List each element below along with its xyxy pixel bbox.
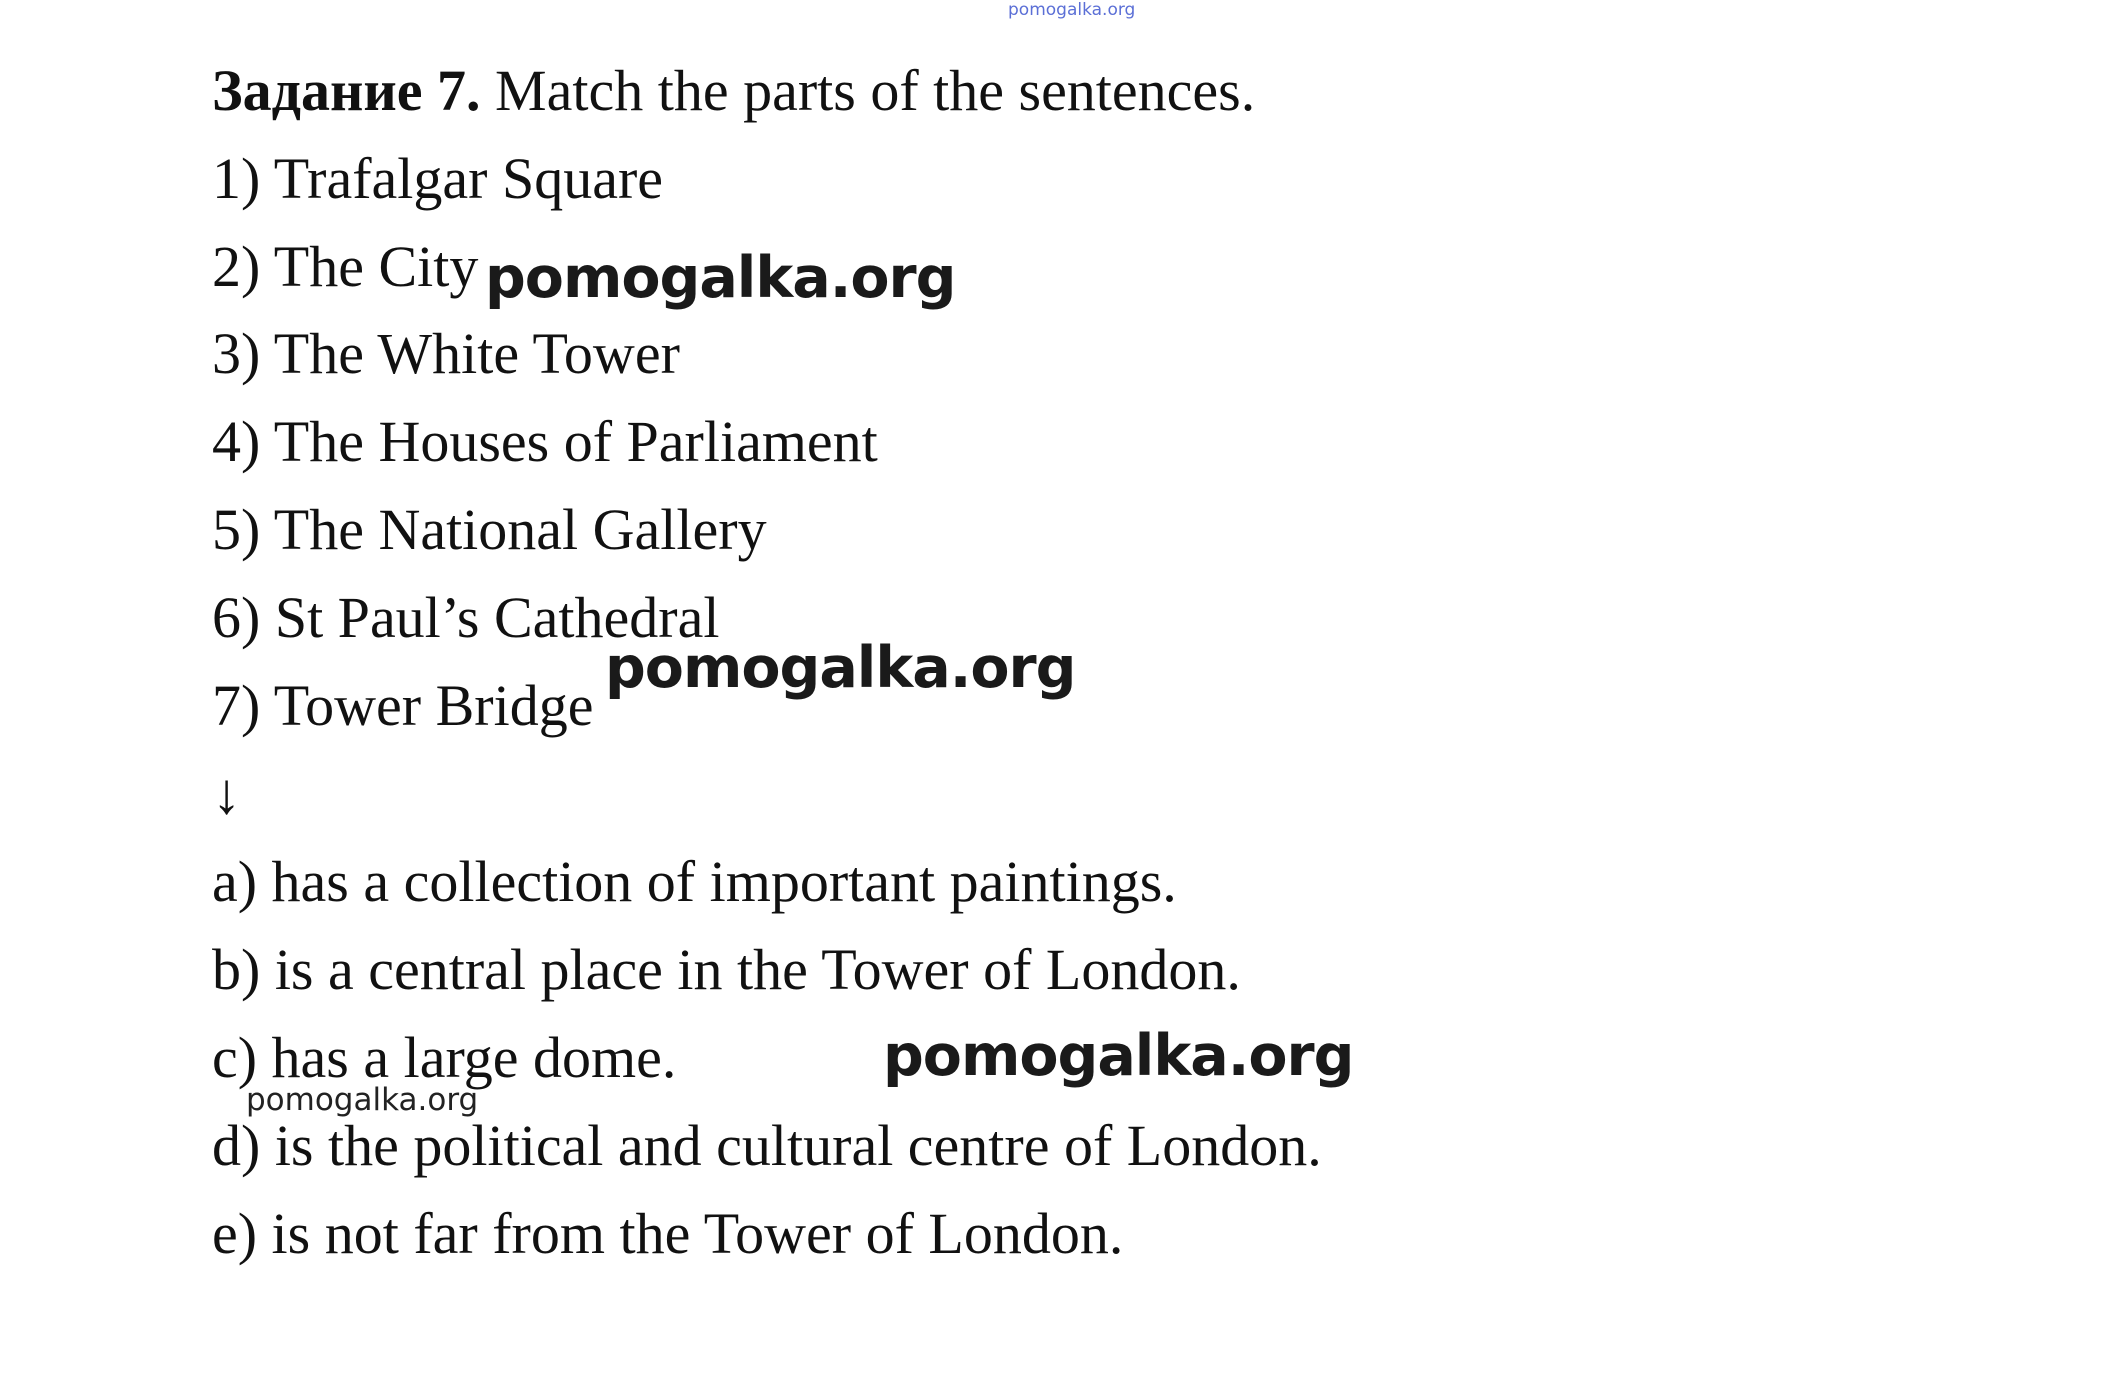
watermark-overlay: pomogalka.org [605, 635, 1076, 701]
watermark-overlay: pomogalka.org [246, 1082, 479, 1118]
task-heading [212, 58, 1256, 123]
ending-c: c) has a large dome. [212, 1025, 677, 1090]
ending-a: a) has a collection of important paintings. [212, 849, 1177, 914]
item-7: 7) Tower Bridge [212, 673, 594, 738]
top-site-watermark: pomogalka.org [1008, 0, 1136, 20]
item-1: 1) Trafalgar Square [212, 146, 664, 211]
ending-b: b) is a central place in the Tower of London. [212, 937, 1241, 1002]
ending-d: d) is the political and cultural centre of London. [212, 1113, 1322, 1178]
item-6: 6) St Paul’s Cathedral [212, 585, 720, 650]
down-arrow: ↓ [212, 761, 241, 826]
item-4: 4) The Houses of Parliament [212, 409, 878, 474]
item-3: 3) The White Tower [212, 321, 680, 386]
item-2: 2) The City [212, 234, 479, 299]
watermark-overlay: pomogalka.org [883, 1023, 1354, 1089]
item-5: 5) The National Gallery [212, 497, 767, 562]
task-instruction: Match the parts of the sentences. [495, 58, 1256, 123]
task-label: Задание 7. [212, 58, 481, 123]
ending-e: e) is not far from the Tower of London. [212, 1201, 1124, 1266]
watermark-overlay: pomogalka.org [485, 245, 956, 311]
